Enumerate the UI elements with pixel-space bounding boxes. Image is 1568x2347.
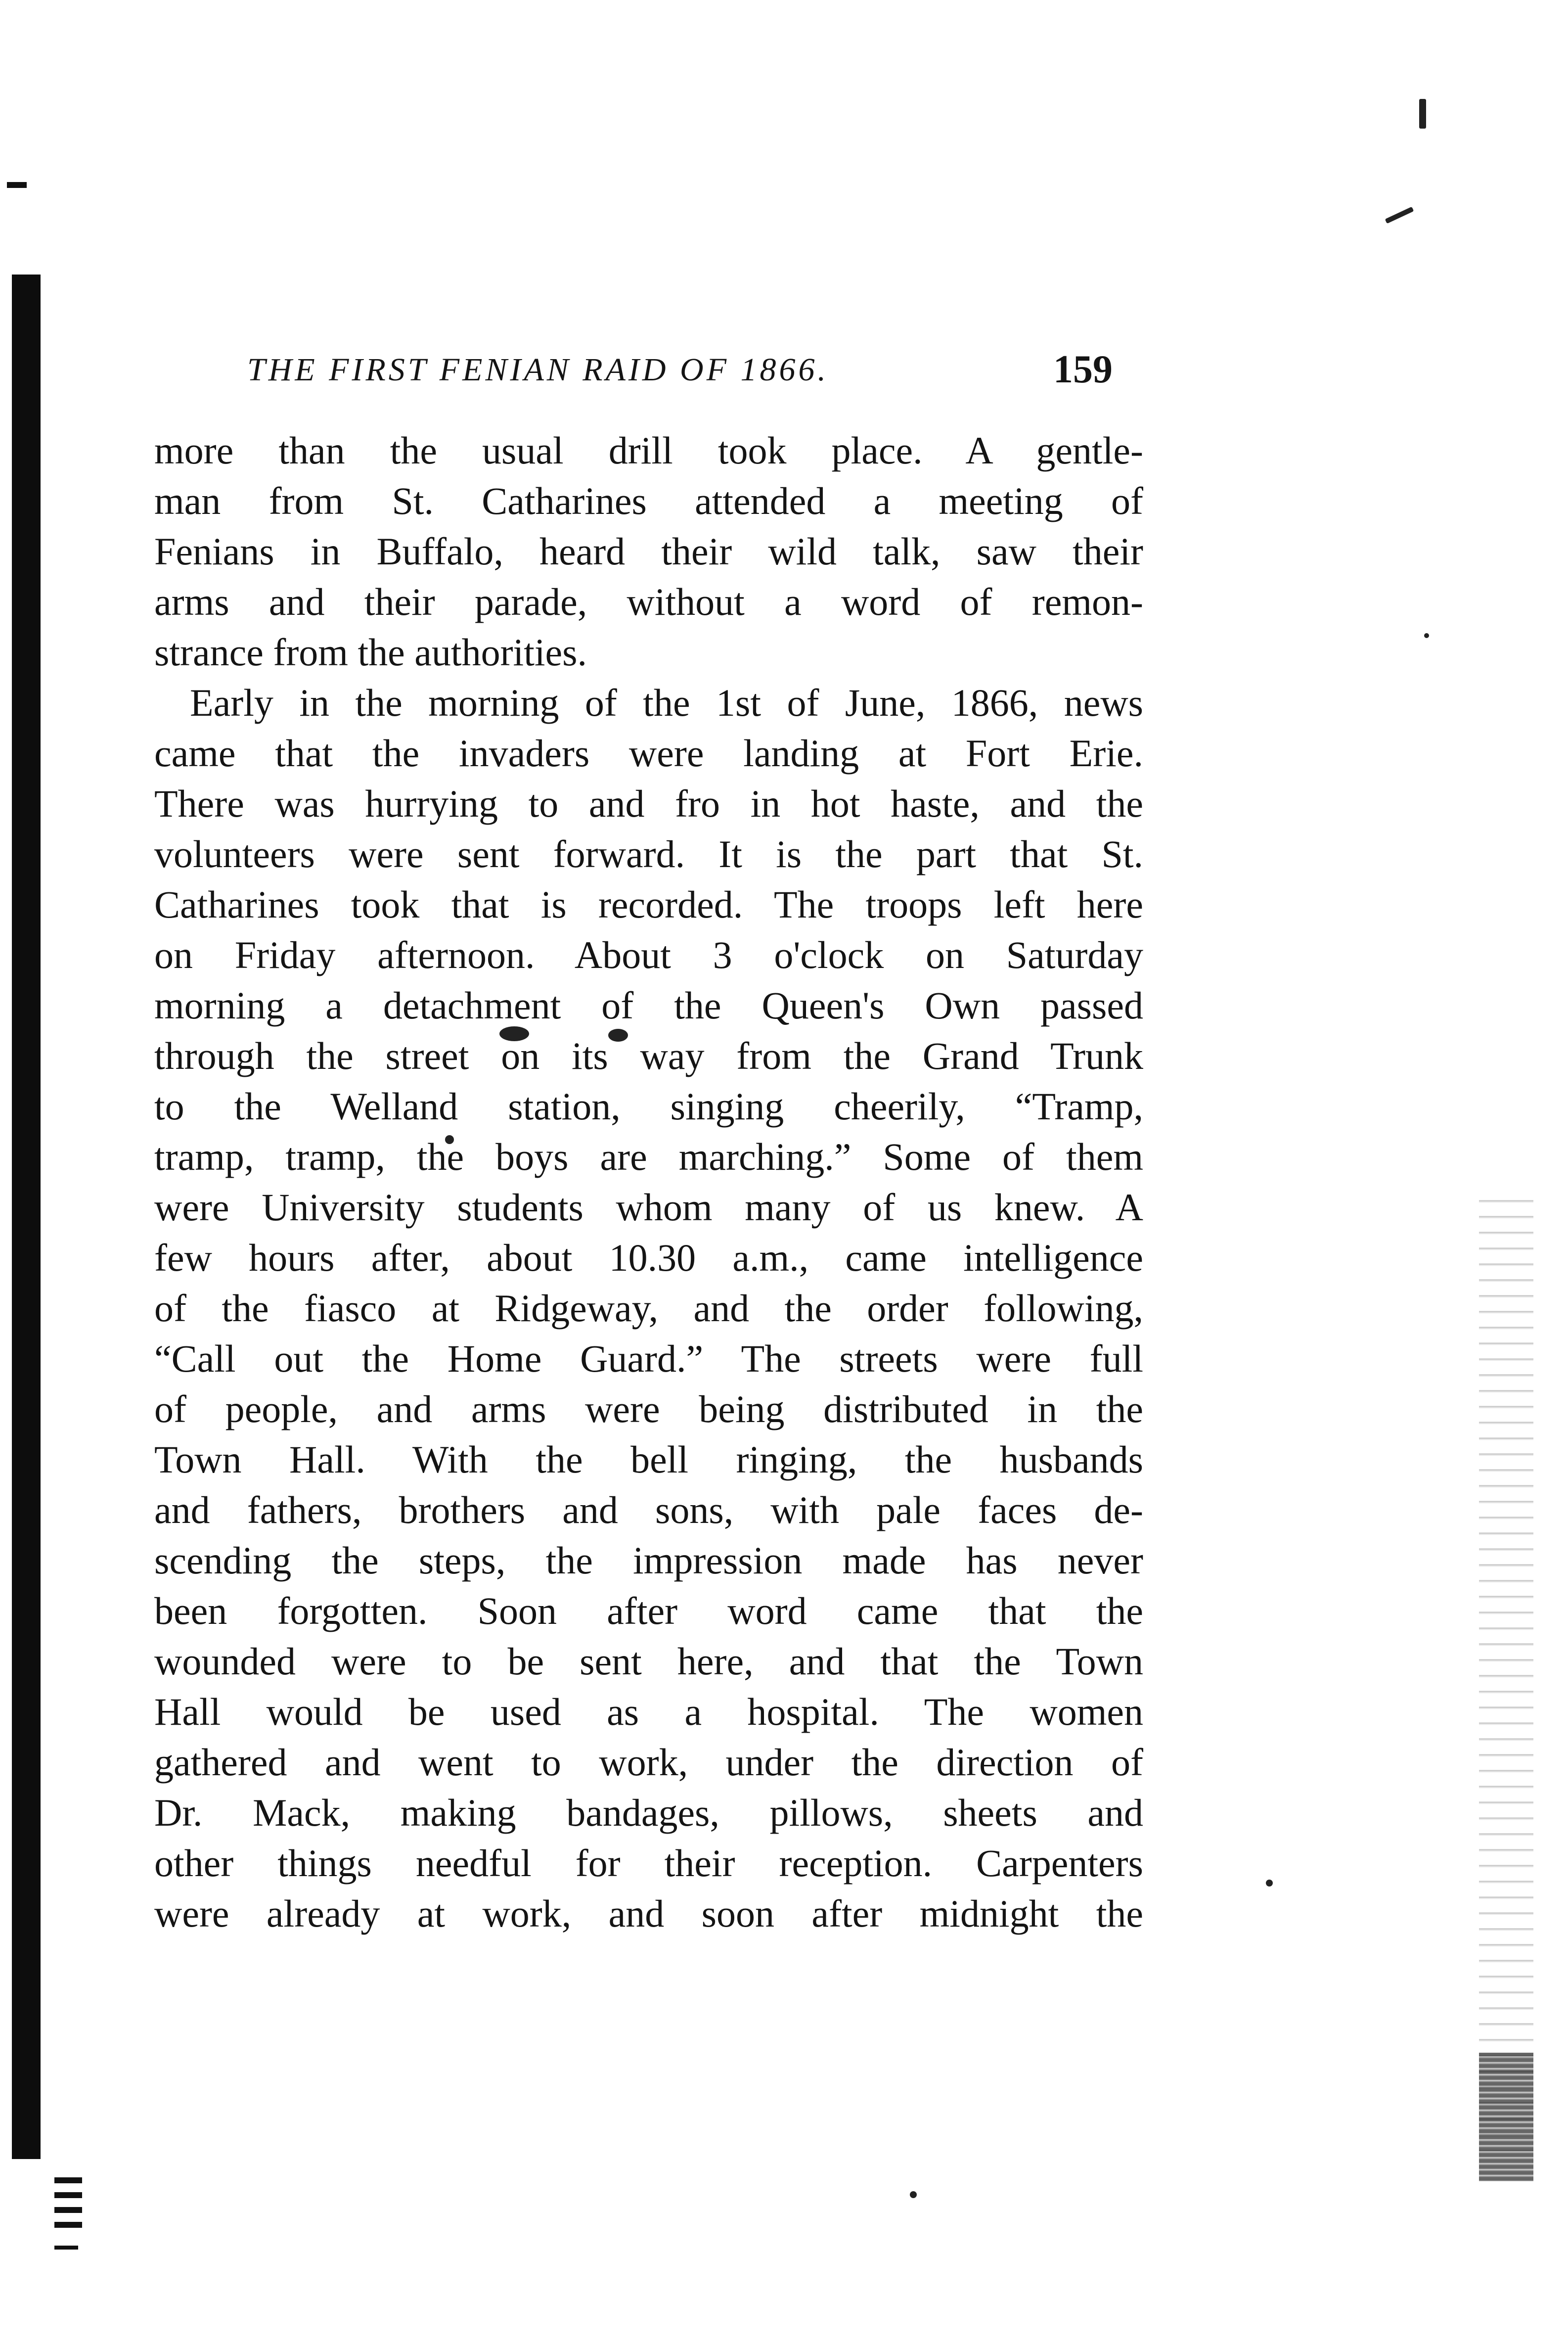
scan-speck: [1419, 99, 1426, 129]
scan-speck: [910, 2191, 917, 2198]
text-line: Early in the morning of the 1st of June, 1866, news: [190, 681, 1143, 724]
text-line: other things needful for their reception. Carpenters: [154, 1841, 1143, 1885]
running-head: [247, 346, 1137, 401]
text-line: morning a detachment of the Queen's Own passed: [154, 984, 1143, 1027]
page-edge-noise: [1479, 1187, 1533, 2152]
scan-mark: [54, 2246, 78, 2250]
text-line: Dr. Mack, making bandages, pillows, sheets and: [154, 1791, 1143, 1834]
text-line: through the street on its way from the Grand Trunk: [154, 1034, 1143, 1077]
text-line: and fathers, brothers and sons, with pale faces de-: [154, 1488, 1143, 1531]
text-line: There was hurrying to and fro in hot haste, and the: [154, 782, 1143, 825]
text-line: Fenians in Buffalo, heard their wild talk, saw their: [154, 530, 1143, 573]
text-line: wounded were to be sent here, and that the Town: [154, 1640, 1143, 1683]
text-line: more than the usual drill took place. A gentle-: [154, 429, 1143, 472]
text-line: of people, and arms were being distributed in the: [154, 1387, 1143, 1430]
page-edge-noise: [1479, 2053, 1533, 2181]
text-line: tramp, tramp, the boys are marching.” Some of them: [154, 1135, 1143, 1178]
scan-speck: [1385, 207, 1414, 224]
text-line: strance from the authorities.: [154, 631, 587, 674]
text-line: Town Hall. With the bell ringing, the husbands: [154, 1438, 1143, 1481]
scan-mark: [54, 2222, 82, 2228]
text-line: few hours after, about 10.30 a.m., came intelligence: [154, 1236, 1143, 1279]
text-line: arms and their parade, without a word of remon-: [154, 580, 1143, 623]
text-line: Hall would be used as a hospital. The women: [154, 1690, 1143, 1733]
text-line: to the Welland station, singing cheerily, “Tramp,: [154, 1085, 1143, 1128]
scan-mark: [54, 2192, 82, 2198]
text-line: scending the steps, the impression made has never: [154, 1539, 1143, 1582]
text-line: were University students whom many of us knew. A: [154, 1186, 1143, 1229]
text-line: man from St. Catharines attended a meeting of: [154, 479, 1143, 522]
running-head-title: THE FIRST FENIAN RAID OF 1866.: [247, 352, 829, 388]
text-line: volunteers were sent forward. It is the part that St.: [154, 832, 1143, 875]
scan-mark: [7, 182, 27, 188]
scan-mark: [54, 2207, 82, 2213]
paragraph: [154, 678, 1143, 1939]
body-text: [154, 425, 1143, 1939]
text-line: of the fiasco at Ridgeway, and the order following,: [154, 1287, 1143, 1330]
text-line: “Call out the Home Guard.” The streets were full: [154, 1337, 1143, 1380]
scan-speck: [1424, 633, 1429, 638]
scan-mark: [54, 2177, 82, 2183]
page-number: 159: [1053, 348, 1113, 391]
paragraph: [154, 425, 1143, 678]
text-line: gathered and went to work, under the direction of: [154, 1741, 1143, 1784]
text-line: Catharines took that is recorded. The troops left here: [154, 883, 1143, 926]
text-line: on Friday afternoon. About 3 o'clock on Saturday: [154, 933, 1143, 976]
text-line: been forgotten. Soon after word came that the: [154, 1589, 1143, 1632]
binding-shadow-bar: [12, 275, 41, 2159]
text-line: were already at work, and soon after midnight the: [154, 1892, 1143, 1935]
text-line: came that the invaders were landing at Fort Erie.: [154, 732, 1143, 775]
scan-speck: [1266, 1880, 1273, 1887]
